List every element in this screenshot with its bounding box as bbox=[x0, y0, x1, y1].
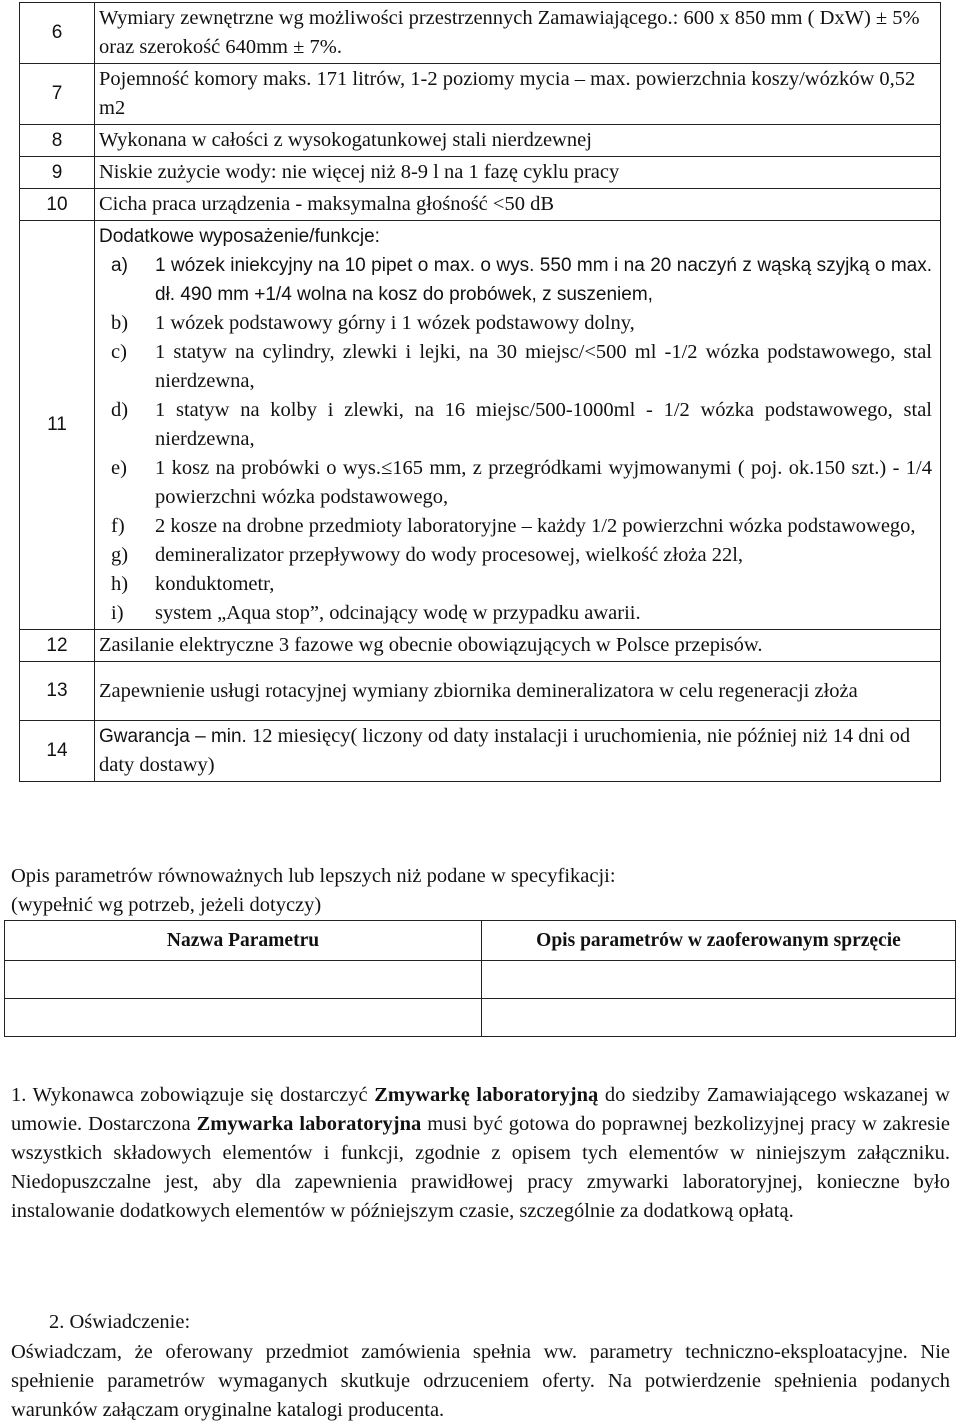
parameters-table bbox=[4, 920, 956, 1037]
column-header-description: Opis parametrów w zaoferowanym sprzęcie bbox=[482, 921, 956, 961]
list-item bbox=[99, 396, 932, 454]
para1-text: musi być gotowa do poprawnej bezkolizyjnej pracy w zakresie wszystkich składowych elementów i funkcji, zgodnie z opisem tych elementów w niniejszym załączniku. Niedopuszczalne jest, aby dla zapewnienia prawidłowej pracy zmywarki laboratoryjnej, konieczne było instalowanie dodatkowych elementów w późniejszym czasie, szczególnie za dodatkową opłatą. bbox=[11, 1113, 951, 1222]
item-text: 1 wózek iniekcyjny na 10 pipet o max. o wys. 550 mm i na 20 naczyń z wąską szyjką o max. dł. 490 mm +1/4 wolna na kosz do probówek, z suszeniem, bbox=[155, 255, 932, 305]
list-item bbox=[99, 570, 932, 599]
row-text: Zapewnienie usługi rotacyjnej wymiany zbiornika demineralizatora w celu regeneracji złoża bbox=[95, 662, 941, 721]
list-item bbox=[99, 309, 932, 338]
equivalents-heading bbox=[11, 862, 951, 920]
item-label: b) bbox=[111, 312, 129, 334]
para1-text: 1. Wykonawca zobowiązuje się dostarczyć bbox=[11, 1084, 375, 1106]
list-item bbox=[99, 599, 932, 628]
item-label: c) bbox=[111, 341, 127, 363]
row-text: Wykonana w całości z wysokogatunkowej stali nierdzewnej bbox=[95, 125, 941, 157]
table-header-row bbox=[5, 921, 956, 961]
item-text: 1 statyw na kolby i zlewki, na 16 miejsc/500-1000ml - 1/2 wózka podstawowego, stal nierdzewna, bbox=[155, 399, 932, 450]
list-item bbox=[99, 541, 932, 570]
row-text: Wymiary zewnętrzne wg możliwości przestrzennych Zamawiającego.: 600 x 850 mm ( DxW) ± 5% oraz szerokość 640mm ± 7%. bbox=[95, 3, 941, 64]
table-row bbox=[20, 125, 941, 157]
item-text: demineralizator przepływowy do wody procesowej, wielkość złoża 22l, bbox=[155, 544, 744, 566]
table-row bbox=[5, 999, 956, 1037]
parameter-description-cell[interactable] bbox=[482, 961, 956, 999]
table-row bbox=[20, 662, 941, 721]
row-number: 9 bbox=[20, 157, 95, 189]
table-row bbox=[20, 189, 941, 221]
parameter-description-cell[interactable] bbox=[482, 999, 956, 1037]
item-text: system „Aqua stop”, odcinający wodę w przypadku awarii. bbox=[155, 602, 641, 624]
item-label: e) bbox=[111, 457, 127, 479]
row-number: 10 bbox=[20, 189, 95, 221]
para1-bold: Zmywarka laboratoryjna bbox=[196, 1113, 422, 1135]
row-number: 7 bbox=[20, 64, 95, 125]
list-item bbox=[99, 512, 932, 541]
row-text: Zasilanie elektryczne 3 fazowe wg obecnie obowiązujących w Polsce przepisów. bbox=[95, 630, 941, 662]
row-text: Cicha praca urządzenia - maksymalna głośność <50 dB bbox=[95, 189, 941, 221]
table-row bbox=[20, 3, 941, 64]
row-text: Niskie zużycie wody: nie więcej niż 8-9 l na 1 fazę cyklu pracy bbox=[95, 157, 941, 189]
row-text-equipment bbox=[95, 221, 941, 630]
row-number: 6 bbox=[20, 3, 95, 64]
item-label: i) bbox=[111, 602, 124, 624]
item-text: 2 kosze na drobne przedmioty laboratoryjne – każdy 1/2 powierzchni wózka podstawowego, bbox=[155, 515, 916, 537]
list-item bbox=[99, 338, 932, 396]
item-text: 1 kosz na probówki o wys.≤165 mm, z przegródkami wyjmowanymi ( poj. ok.150 szt.) - 1/4 powierzchni wózka podstawowego, bbox=[155, 457, 932, 508]
row-number: 11 bbox=[20, 221, 95, 630]
row-number: 8 bbox=[20, 125, 95, 157]
item-label: g) bbox=[111, 544, 129, 566]
table-row bbox=[20, 221, 941, 630]
equivalents-line1: Opis parametrów równoważnych lub lepszych niż podane w specyfikacji: bbox=[11, 865, 616, 887]
row-number: 13 bbox=[20, 662, 95, 721]
list-item bbox=[99, 251, 932, 309]
row-text bbox=[95, 721, 941, 782]
declaration-paragraph: Oświadczam, że oferowany przedmiot zamówienia spełnia ww. parametry techniczno-eksploatacyjne. Nie spełnienie parametrów wymaganych skutkuje odrzuceniem oferty. Na potwierdzenie spełnienia podanych warunków załączam oryginalne katalogi producenta. bbox=[11, 1341, 950, 1421]
item-text: 1 statyw na cylindry, zlewki i lejki, na 30 miejsc/<500 ml -1/2 wózka podstawowego, stal nierdzewna, bbox=[155, 341, 932, 392]
row-number: 14 bbox=[20, 721, 95, 782]
table-row bbox=[20, 630, 941, 662]
warranty-text: 12 miesięcy( liczony od daty instalacji i uruchomienia, nie później niż 14 dni od daty dostawy) bbox=[99, 725, 911, 776]
contractor-obligation-paragraph bbox=[11, 1081, 950, 1226]
table-row bbox=[5, 961, 956, 999]
item-label: h) bbox=[111, 573, 129, 595]
item-label: d) bbox=[111, 399, 129, 421]
item-text: konduktometr, bbox=[155, 573, 275, 595]
item-label: f) bbox=[111, 515, 125, 537]
specification-table bbox=[19, 2, 941, 782]
para1-bold: Zmywarkę laboratoryjną bbox=[374, 1084, 599, 1106]
equivalents-line2: (wypełnić wg potrzeb, jeżeli dotyczy) bbox=[11, 894, 322, 916]
table-row bbox=[20, 721, 941, 782]
parameter-name-cell[interactable] bbox=[5, 999, 482, 1037]
declaration-heading: 2. Oświadczenie: bbox=[49, 1311, 191, 1333]
row-number: 12 bbox=[20, 630, 95, 662]
list-item bbox=[99, 454, 932, 512]
para1-text: do siedziby Zamawiającego wskazanej w umowie. Dostarczona bbox=[11, 1084, 950, 1135]
equipment-intro: Dodatkowe wyposażenie/funkcje: bbox=[99, 226, 380, 247]
table-row bbox=[20, 157, 941, 189]
column-header-name: Nazwa Parametru bbox=[5, 921, 482, 961]
warranty-label: Gwarancja – min. bbox=[99, 726, 247, 747]
item-text: 1 wózek podstawowy górny i 1 wózek podstawowy dolny, bbox=[155, 312, 635, 334]
item-label: a) bbox=[111, 255, 128, 276]
parameter-name-cell[interactable] bbox=[5, 961, 482, 999]
row-text: Pojemność komory maks. 171 litrów, 1-2 poziomy mycia – max. powierzchnia koszy/wózków 0,52 m2 bbox=[95, 64, 941, 125]
table-row bbox=[20, 64, 941, 125]
